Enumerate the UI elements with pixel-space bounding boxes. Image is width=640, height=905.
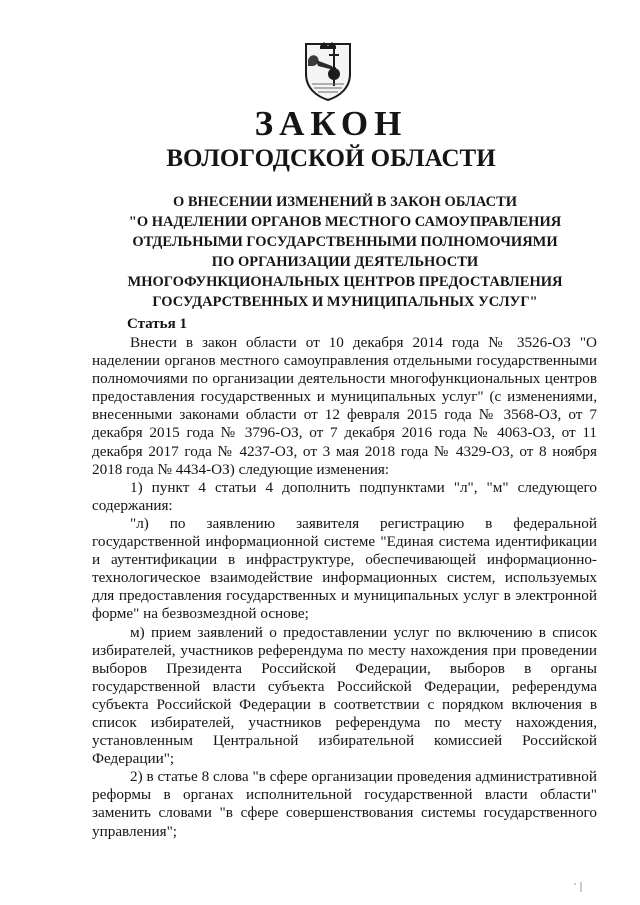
article-title: Статья 1 — [127, 316, 187, 332]
amendment-item-2: 2) в статье 8 слова "в сфере организации проведения административной реформы в органах исполнительной государственной власти области" заменить словами "в сфере совершенствования системы государственного управления"; — [92, 768, 597, 840]
heading-line: "О НАДЕЛЕНИИ ОРГАНОВ МЕСТНОГО САМОУПРАВЛЕНИЯ — [128, 214, 562, 230]
article-intro-paragraph: Внести в закон области от 10 декабря 2014 года № 3526-ОЗ "О наделении органов местного самоуправления отдельными государственными полномочиями по организации деятельности многофункциональных центров предоставления государственных и муниципальных услуг" (с изменениями, внесенными законами области от 12 февраля 2015 года № 3568-ОЗ, от 7 декабря 2015 года № 3796-ОЗ, от 7 декабря 2016 года № 4063-ОЗ, от 11 декабря 2017 года № 4237-ОЗ, от 3 мая 2018 года № 4329-ОЗ, от 8 ноября 2018 года № 4434-ОЗ) следующие изменения: — [92, 334, 597, 478]
document-heading — [100, 192, 590, 312]
heading-line: ОТДЕЛЬНЫМИ ГОСУДАРСТВЕННЫМИ ПОЛНОМОЧИЯМИ — [132, 234, 558, 250]
law-region-title: ВОЛОГОДСКОЙ ОБЛАСТИ — [166, 145, 496, 172]
heading-line: ГОСУДАРСТВЕННЫХ И МУНИЦИПАЛЬНЫХ УСЛУГ" — [152, 294, 538, 310]
law-title: ЗАКОН — [254, 104, 408, 143]
heading-line: ПО ОРГАНИЗАЦИИ ДЕЯТЕЛЬНОСТИ — [211, 254, 479, 270]
subitem-l: "л) по заявлению заявителя регистрацию в федеральной государственной информационной системе "Единая система идентификации и аутентификации в инфраструктуре, обеспечивающей информационно-технологическое взаимодействие информационных систем, используемых для предоставления государственных и муниципальных услуг в электронной форме" на безвозмездной основе; — [92, 514, 597, 623]
scan-mark-icon — [572, 880, 584, 894]
amendment-item-1: 1) пункт 4 статьи 4 дополнить подпунктами "л", "м" следующего содержания: — [92, 478, 597, 514]
heading-line: МНОГОФУНКЦИОНАЛЬНЫХ ЦЕНТРОВ ПРЕДОСТАВЛЕНИЯ — [127, 274, 563, 290]
heading-line: О ВНЕСЕНИИ ИЗМЕНЕНИЙ В ЗАКОН ОБЛАСТИ — [172, 194, 518, 210]
subitem-m: м) прием заявлений о предоставлении услуг по включению в список избирателей, участников референдума по месту нахождения при проведении выборов Президента Российской Федерации, выборов в органы государственной власти субъекта Российской Федерации, референдума субъекта Российской Федерации в соответствии с порядком включения в список избирателей, участников референдума по месту нахождения, установленным Центральной избирательной комиссией Российской Федерации"; — [92, 623, 597, 768]
article-body — [92, 334, 597, 841]
vologda-coat-of-arms-icon — [302, 40, 354, 102]
